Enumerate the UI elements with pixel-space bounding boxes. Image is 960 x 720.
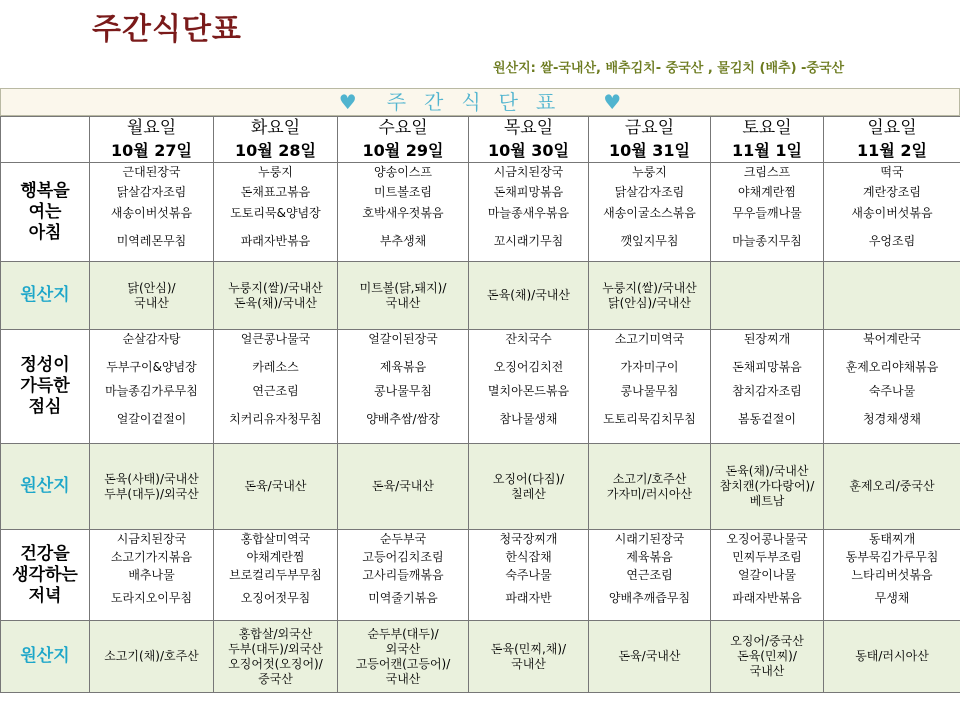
menu-item: 시금치된장국 [493, 165, 564, 179]
menu-item: 북어계란국 [863, 332, 921, 346]
dinner-menu-cell [214, 530, 338, 621]
origin-cell: 돈육(채)/국내산 [469, 262, 589, 330]
origin-cell: 돈육/국내산 [214, 444, 338, 530]
menu-item: 마늘종김가루무침 [105, 384, 198, 398]
menu-item: 청경채생채 [863, 412, 921, 426]
menu-item: 동부묵김가루무침 [845, 550, 939, 564]
breakfast-menu-cell [214, 163, 338, 262]
origin-cell [711, 262, 824, 330]
menu-item: 도토리묵김치무침 [603, 412, 696, 426]
breakfast-menu-cell [824, 163, 960, 262]
menu-item: 파래자반볶음 [240, 234, 311, 248]
menu-item: 누룽지 [258, 165, 293, 179]
day-header: 화요일 [214, 117, 338, 140]
menu-item: 훈제오리야채볶음 [845, 360, 939, 374]
menu-item: 얼큰콩나물국 [240, 332, 311, 346]
menu-item: 새송이버섯볶음 [110, 206, 193, 220]
origin-cell: 홍합살/외국산 두부(대두)/외국산 오징어젓(오징어)/ 중국산 [214, 621, 338, 693]
date-header: 11월 1일 [711, 139, 824, 163]
menu-item: 봄동겉절이 [738, 412, 796, 426]
lunch-menu-cell [214, 330, 338, 444]
breakfast-menu-cell [711, 163, 824, 262]
menu-item: 배추나물 [128, 568, 175, 582]
menu-item: 브로컬리두부무침 [229, 568, 322, 582]
origin-cell: 동태/러시아산 [824, 621, 960, 693]
day-header: 목요일 [469, 117, 589, 140]
menu-item: 연근조림 [626, 568, 673, 582]
menu-item: 우엉조림 [868, 234, 916, 248]
menu-item: 오징어젓무침 [240, 591, 311, 605]
date-header-row [1, 139, 960, 163]
dinner-menu-cell [589, 530, 711, 621]
origin-cell: 누룽지(쌀)/국내산 돈육(채)/국내산 [214, 262, 338, 330]
menu-item: 마늘종지무침 [732, 234, 802, 248]
menu-item: 야채계란찜 [738, 185, 796, 199]
lunch-menu-cell [824, 330, 960, 444]
menu-item: 두부구이&양념장 [106, 360, 197, 374]
menu-item: 도토리묵&양념장 [230, 206, 321, 220]
origin-cell: 돈육(사태)/국내산 두부(대두)/외국산 [90, 444, 214, 530]
day-header: 월요일 [90, 117, 214, 140]
menu-item: 계란장조림 [863, 185, 921, 199]
dinner-origin-row [1, 621, 960, 693]
menu-item: 양송이스프 [374, 165, 432, 179]
menu-item: 카레소스 [252, 360, 299, 374]
menu-item: 새송이굴소스볶음 [603, 206, 696, 220]
day-header: 수요일 [338, 117, 469, 140]
dinner-menu-cell [338, 530, 469, 621]
menu-item: 누룽지 [632, 165, 667, 179]
menu-item: 치커리유자청무침 [229, 412, 322, 426]
lunch-row [1, 330, 960, 444]
menu-item: 시래기된장국 [614, 532, 685, 546]
menu-item: 마늘종새우볶음 [487, 206, 570, 220]
menu-item: 돈채표고볶음 [240, 185, 311, 199]
menu-item: 파래자반볶음 [732, 591, 802, 605]
origin-cell: 미트볼(닭,돼지)/ 국내산 [338, 262, 469, 330]
date-header: 10월 28일 [214, 139, 338, 163]
lunch-origin-row [1, 444, 960, 530]
menu-item: 도라지오이무침 [110, 591, 193, 605]
menu-item: 오징어콩나물국 [726, 532, 808, 546]
menu-item: 참나물생채 [499, 412, 558, 426]
origin-cell: 순두부(대두)/ 외국산 고등어캔(고등어)/ 국내산 [338, 621, 469, 693]
menu-item: 무생채 [874, 591, 910, 605]
date-header: 11월 2일 [824, 139, 960, 163]
menu-item: 무우들깨나물 [732, 206, 802, 220]
lunch-menu-cell [711, 330, 824, 444]
menu-item: 얼갈이된장국 [368, 332, 438, 346]
lunch-menu-cell [338, 330, 469, 444]
origin-cell: 오징어/중국산 돈육(민찌)/ 국내산 [711, 621, 824, 693]
breakfast-label: 행복을 여는 아침 [1, 163, 90, 262]
dinner-origin-label: 원산지 [1, 621, 90, 693]
menu-item: 홍합살미역국 [240, 532, 311, 546]
origin-cell: 돈육/국내산 [589, 621, 711, 693]
menu-item: 된장찌개 [743, 332, 791, 346]
dinner-label: 건강을 생각하는 저녁 [1, 530, 90, 621]
corner-cell [1, 117, 90, 163]
heart-icon: ♥ [338, 90, 357, 114]
menu-item: 야채계란찜 [246, 550, 305, 564]
menu-item: 고사리들깨볶음 [362, 568, 444, 582]
menu-item: 닭살감자조림 [614, 185, 685, 199]
menu-item: 콩나물무침 [374, 384, 432, 398]
origin-cell: 돈육/국내산 [338, 444, 469, 530]
lunch-origin-label: 원산지 [1, 444, 90, 530]
menu-item: 콩나물무침 [620, 384, 679, 398]
dinner-menu-cell [711, 530, 824, 621]
menu-item: 동태찌개 [868, 532, 916, 546]
menu-item: 얼갈이나물 [738, 568, 796, 582]
heart-icon: ♥ [603, 90, 622, 114]
origin-cell [824, 262, 960, 330]
lunch-menu-cell [90, 330, 214, 444]
menu-item: 소고기가지볶음 [110, 550, 193, 564]
menu-item: 숙주나물 [505, 568, 552, 582]
menu-item: 오징어김치전 [493, 360, 564, 374]
dinner-menu-cell [469, 530, 589, 621]
menu-item: 돈채피망볶음 [493, 185, 564, 199]
day-header: 금요일 [589, 117, 711, 140]
banner-title: 주간식단표 [386, 90, 574, 114]
breakfast-menu-cell [469, 163, 589, 262]
origin-cell: 돈육(채)/국내산 참치캔(가다랑어)/ 베트남 [711, 444, 824, 530]
breakfast-row [1, 163, 960, 262]
day-header: 토요일 [711, 117, 824, 140]
menu-item: 떡국 [880, 165, 904, 179]
origin-cell: 소고기(채)/호주산 [90, 621, 214, 693]
menu-item: 참치감자조림 [732, 384, 802, 398]
menu-item: 민찌두부조림 [732, 550, 802, 564]
menu-item: 숙주나물 [868, 384, 916, 398]
origin-cell: 오징어(다짐)/ 칠레산 [469, 444, 589, 530]
menu-item: 파래자반 [505, 591, 552, 605]
menu-item: 순두부국 [379, 532, 427, 546]
menu-item: 새송이버섯볶음 [851, 206, 933, 220]
menu-item: 미트볼조림 [374, 185, 432, 199]
lunch-menu-cell [469, 330, 589, 444]
lunch-menu-cell [589, 330, 711, 444]
dinner-menu-cell [90, 530, 214, 621]
date-header: 10월 27일 [90, 139, 214, 163]
lunch-label: 정성이 가득한 점심 [1, 330, 90, 444]
breakfast-menu-cell [90, 163, 214, 262]
menu-item: 양배추깨즙무침 [608, 591, 691, 605]
menu-item: 깻잎지무침 [620, 234, 679, 248]
menu-item: 가자미구이 [620, 360, 679, 374]
origin-cell: 돈육(민찌,채)/ 국내산 [469, 621, 589, 693]
origin-cell: 닭(안심)/ 국내산 [90, 262, 214, 330]
dinner-row [1, 530, 960, 621]
menu-item: 얼갈이겉절이 [116, 412, 187, 426]
origin-cell: 소고기/호주산 가자미/러시아산 [589, 444, 711, 530]
menu-item: 연근조림 [252, 384, 299, 398]
menu-item: 제육볶음 [626, 550, 673, 564]
origin-cell: 훈제오리/중국산 [824, 444, 960, 530]
date-header: 10월 30일 [469, 139, 589, 163]
menu-item: 부추생채 [379, 234, 427, 248]
menu-item: 양배추쌈/쌈장 [366, 412, 440, 426]
menu-item: 순살감자탕 [122, 332, 181, 346]
breakfast-menu-cell [589, 163, 711, 262]
menu-item: 시금치된장국 [116, 532, 187, 546]
menu-item: 미역줄기볶음 [368, 591, 438, 605]
menu-item: 미역레몬무침 [116, 234, 187, 248]
menu-item: 느타리버섯볶음 [851, 568, 933, 582]
table-banner [0, 88, 960, 116]
page-title: 주간식단표 [92, 12, 242, 47]
menu-item: 멸치아몬드볶음 [487, 384, 570, 398]
menu-item: 돈채피망볶음 [732, 360, 802, 374]
breakfast-origin-label: 원산지 [1, 262, 90, 330]
menu-item: 닭살감자조림 [116, 185, 187, 199]
menu-item: 근대된장국 [122, 165, 181, 179]
dinner-menu-cell [824, 530, 960, 621]
menu-item: 소고기미역국 [614, 332, 685, 346]
menu-item: 크림스프 [743, 165, 791, 179]
menu-item: 청국장찌개 [499, 532, 558, 546]
date-header: 10월 29일 [338, 139, 469, 163]
menu-item: 고등어김치조림 [362, 550, 444, 564]
date-header: 10월 31일 [589, 139, 711, 163]
breakfast-origin-row [1, 262, 960, 330]
day-header-row [1, 117, 960, 140]
menu-item: 제육볶음 [379, 360, 427, 374]
day-header: 일요일 [824, 117, 960, 140]
menu-item: 꼬시래기무침 [493, 234, 564, 248]
origin-cell: 누룽지(쌀)/국내산 닭(안심)/국내산 [589, 262, 711, 330]
weekly-menu-table [0, 116, 960, 693]
menu-item: 한식잡채 [505, 550, 552, 564]
origin-note: 원산지: 쌀-국내산, 배추김치- 중국산 , 물김치 (배추) -중국산 [493, 61, 845, 76]
breakfast-menu-cell [338, 163, 469, 262]
menu-item: 잔치국수 [505, 332, 552, 346]
menu-item: 호박새우젓볶음 [362, 206, 444, 220]
